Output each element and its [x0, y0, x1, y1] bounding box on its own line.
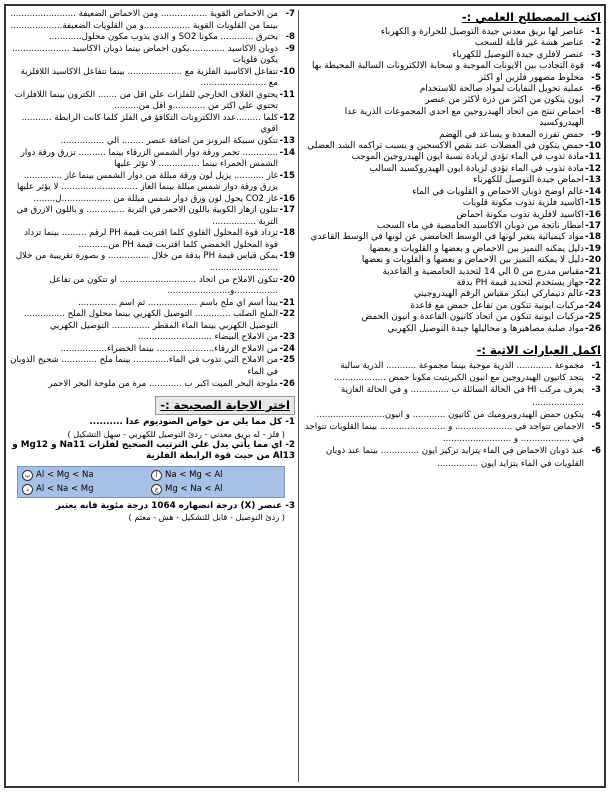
complete-item [9, 332, 295, 344]
item-number: 1- [591, 360, 601, 371]
item-number: 25- [584, 312, 601, 323]
item-text: دليل يمكنه التميز بين الاحماض و بعضها و القلويات و بعضها [369, 243, 584, 254]
item-text: من الاملاح التي تذوب في الماء............. بينما ملح ............. شحيح الذوبان في الماء [10, 355, 278, 377]
item-number: 14- [584, 186, 601, 197]
left-column [9, 9, 295, 785]
item-text: دليل لا يمكنه التميز بين الاحماض و بعضها و القلويات و بعضها [361, 255, 584, 266]
item-number: 21- [584, 266, 601, 277]
item-text: الملح الصلب ............. التوصيل الكهربي بينما محلول الملح ............... التوصيل الكهربي بينما الماء المقطر .............. التوصيل الكهربي [23, 309, 278, 331]
item-text: يتحد كاتيون الهيدروجين مع انيون الكبريتيت مكونا حمض ................... [333, 373, 584, 384]
item-number: 23- [279, 332, 295, 343]
item-text: تتفاعل الاكاسيد الفلزية مع .................... بينما تتفاعل الاكاسيد اللافلزية مع ........................ [20, 66, 278, 89]
item-number: 3- [591, 385, 601, 396]
item-text: مركبات ايونية تتكون من اتحاد كاتيون القاعدة و انيون الحمض [361, 312, 584, 323]
item-text: من الاحماض القوية ................. ومن الاحماض الضعيفة ........................ بينما من القلويات القوية .................و من القلويات الضعيفة................... [10, 9, 278, 31]
item-number: 5- [591, 421, 601, 432]
item-text: من الاملاح الزرقاء..................... بينما الخضراء................. [60, 343, 278, 354]
item-text: تتكون الاملاح من اتحاد ............................ او تتكون من تفاعل ................و....................... [49, 274, 278, 297]
item-number: 20- [279, 274, 295, 285]
item-text: يمكن قياس قيمة PH بدقة من خلال ............... و بصورة تقريبية من خلال ......................... [15, 251, 278, 274]
item-text: تتكون سبيكة البرونز من اضافة عنصر ........ الي ................ [60, 136, 278, 147]
item-number: 1- [591, 27, 601, 37]
term-item [299, 175, 601, 186]
item-text: عالم اوضح ذوبان الاحماض و القلويات في الماء [412, 186, 584, 197]
item-text: مقياس مدرج من 0 الي 14 لتحديد الحامضية و القاعدية [382, 266, 584, 277]
item-number: 2- [591, 38, 601, 49]
item-number: 12- [584, 163, 601, 174]
complete-item [9, 44, 295, 67]
section1-list [299, 27, 601, 335]
complete-item [9, 9, 295, 32]
item-text: كلما .........عدد الالكترونات التكافؤ في الفلز كلما كانت الرابطة ........... اقوي [21, 112, 278, 135]
item-number: 22- [584, 277, 601, 288]
term-item [299, 187, 601, 198]
mcq-question-2: 2- اي مما يأتي يدل علي الترتيب الصحيح لفلزات Na11 و Mg12 و Al13 من حيث قوة الرابطة الفلزية [12, 439, 295, 462]
complete-item [9, 344, 295, 356]
complete-item [9, 275, 295, 298]
item-number: 19- [279, 251, 295, 262]
item-number: 17- [279, 205, 295, 216]
item-number: 24- [584, 300, 601, 311]
complete-item [9, 355, 295, 378]
complete-item [9, 194, 295, 206]
complete-item [9, 67, 295, 90]
item-text: يتكون حمض الهيدروبروميك من كاتيون ............ و انيون......................... [316, 409, 584, 420]
complete-item [9, 148, 295, 171]
item-number: 12- [279, 112, 295, 123]
item-text: مخلوط مصهور فلزين او اكثر [478, 72, 584, 83]
complete-item [299, 384, 601, 408]
term-item [299, 267, 601, 278]
item-text: ............. تحمر ورقة دوار الشمس الزرقاء بينما .......... تزرق ورقة دوار الشمس الحمراء بينما ............... لا تؤثر عليها [20, 147, 278, 170]
item-text: ايون يتكون من اكثر من ذرة لاكثر من عنصر [425, 95, 584, 106]
complete-item [299, 372, 601, 384]
complete-item [9, 113, 295, 136]
item-number: 4- [591, 409, 601, 420]
item-number: 16- [279, 193, 295, 204]
item-text: اكاسيد فلزية تذوب مكونة قلويات [462, 198, 584, 209]
option-circle-icon: د [22, 484, 33, 495]
item-text: حمض يتكون في العضلات عند نقص الاكسجين و يسبب تراكمه الشد العضلي [307, 141, 584, 152]
item-text: اكاسيد لافلزية تذوب مكونة احماض [456, 209, 584, 220]
term-item [299, 164, 601, 175]
item-text: عالم دنيماركي ابتكر مقياس الرقم الهيدروجيني [413, 289, 584, 300]
complete-item [299, 409, 601, 421]
term-item [299, 255, 601, 266]
item-number: 10- [584, 141, 601, 152]
item-number: 8- [285, 32, 295, 43]
item-number: 15- [584, 198, 601, 209]
item-number: 13- [584, 175, 601, 186]
term-item [299, 152, 601, 163]
item-text: عناصر لها بريق معدني جيدة التوصيل للحرارة و الكهرباء [380, 27, 584, 37]
term-item [299, 50, 601, 61]
answer-option[interactable]: د Al < Na < Mg [22, 482, 151, 496]
item-text: ملوحة البحر الميت اكبر ب ............ مرة من ملوحة البحر الاحمر [48, 378, 278, 389]
item-text: يعرف مركب HI في الحالة السائلة ب .............. و في الحالة الغازية ................... [341, 385, 584, 408]
term-item [299, 232, 601, 243]
term-item [299, 84, 601, 95]
term-item [299, 301, 601, 312]
term-item [299, 27, 601, 38]
item-number: 11- [584, 152, 601, 163]
item-text: عملية تحويل النفايات لمواد صالحة للاستخدام [419, 84, 584, 95]
answer-option[interactable]: ج Mg < Na < Al [151, 482, 280, 496]
complete-item [9, 309, 295, 332]
complete-item [299, 360, 601, 372]
item-number: 20- [584, 255, 601, 266]
item-text: عنصر لافلزي جيدة التوصيل للكهرباء [452, 49, 584, 60]
term-item [299, 130, 601, 141]
item-text: يحترق ............ مكونا SO2 و الذي يذوب مكون محلول............ [48, 32, 278, 43]
item-number: 6- [591, 84, 601, 95]
option-circle-icon: أ [151, 470, 162, 481]
option-circle-icon: ج [151, 484, 162, 495]
worksheet-page [4, 4, 606, 788]
section2-title: اكمل العبارات الاتية :- [476, 342, 601, 357]
item-text: الاحماض تتواجد في ..................... و ........................ بينما القلويات تتواجد في .................. و ......................... [305, 421, 584, 445]
item-text: احماض تنتج من اتحاد الهيدروجين مع احدي المجموعات الذرية عدا الهيدروكسيد [344, 106, 584, 129]
term-item [299, 244, 601, 255]
item-number: 5- [591, 72, 601, 83]
item-text: عند ذوبان الاحماض في الماء يتزايد تركيز ايون .............. بينما عند ذوبان القلويات في الماء يتزايد ايون ............... [325, 446, 584, 469]
mcq-title: اختر الاجابة الصحيحة :- [155, 396, 295, 415]
term-item [299, 210, 601, 221]
item-text: مادة تذوب في الماء تؤدي لزيادة نسبة ايون الهيدروجين الموجب [351, 152, 584, 163]
term-item [299, 324, 601, 335]
item-number: 26- [584, 323, 601, 334]
complete-item [299, 421, 601, 445]
item-text: قوة التجاذب بين الايونات الموجبة و سحابة الالكترونات السالبة المحيطة بها [312, 61, 584, 72]
item-number: 26- [279, 378, 295, 389]
term-item [299, 38, 601, 49]
complete-item [9, 171, 295, 194]
item-text: مواد صلبة مصاهيرها و محاليلها جيدة التوصيل الكهربي [387, 323, 584, 334]
complete-item [299, 445, 601, 469]
fill-blank-continued-list [9, 9, 295, 390]
item-number: 21- [279, 297, 295, 308]
item-text: يبدأ اسم اي ملح باسم .................. ثم اسم .............. [78, 297, 278, 308]
item-number: 17- [584, 220, 601, 231]
item-text: احماض جيدة التوصيل للكهرباء [473, 175, 584, 186]
item-number: 2- [591, 373, 601, 384]
item-number: 9- [285, 43, 295, 54]
item-text: غاز CO2 يحول لون ورق دوار شمس مبللة من ..................ل........ [33, 193, 278, 204]
term-item [299, 312, 601, 323]
item-number: 19- [584, 243, 601, 254]
item-number: 23- [584, 289, 601, 300]
complete-item [9, 90, 295, 113]
item-text: حمض تفرزه المعدة و يساعد في الهضم [439, 129, 584, 140]
item-number: 15- [279, 170, 295, 181]
item-text: مجموعة ............. الذرية موجبة بينما مجموعة ........... الذرية سالبة [340, 360, 584, 371]
item-number: 3- [591, 49, 601, 60]
mcq-question-1: 1- كل مما يلي من خواص الصوديوم عدا .......... [89, 417, 295, 428]
term-item [299, 107, 601, 130]
item-number: 18- [584, 232, 601, 243]
term-item [299, 141, 601, 152]
term-item [299, 289, 601, 300]
item-text: تتلون ازهار الكوبية باللون الاحمر في التربة .............. و باللون الازرق في التربة ................ [16, 205, 278, 227]
item-number: 16- [584, 209, 601, 220]
item-text: من الاملاح البيضاء ........................... [138, 332, 278, 343]
item-number: 22- [279, 309, 295, 320]
item-text: ذوبان الاكاسيد .............يكون احماض بينما ذوبان الاكاسيد ..................... يكون قلويات [12, 43, 278, 66]
item-number: 4- [591, 61, 601, 72]
complete-item [9, 251, 295, 274]
item-number: 6- [591, 446, 601, 457]
item-number: 9- [591, 129, 601, 140]
term-item [299, 221, 601, 232]
answer-option[interactable]: أ Na < Mg < Al [151, 468, 280, 482]
item-number: 8- [591, 106, 601, 117]
term-item [299, 198, 601, 209]
item-number: 25- [279, 355, 295, 366]
item-text: عناصر هشة غير قابلة للسحب [474, 38, 584, 49]
item-number: 10- [279, 66, 295, 77]
complete-item [9, 298, 295, 310]
complete-item [9, 379, 295, 391]
answer-option[interactable]: ب Al < Mg < Na [22, 468, 151, 482]
right-column [299, 9, 601, 785]
complete-item [9, 32, 295, 44]
item-text: مادة تذوب في الماء تؤدي لزيادة ايون الهيدروكسيد السالب [369, 163, 584, 174]
mcq-question-3: 3- عنصر (X) درجة انصهاره 1064 درجة مئوية فانه يعتبر [55, 500, 295, 511]
option-circle-icon: ب [22, 470, 33, 481]
item-number: 7- [285, 9, 295, 19]
item-text: جهاز يستخدم لتحديد قيمة PH بدقة [456, 277, 584, 288]
item-number: 7- [591, 95, 601, 106]
item-number: 24- [279, 343, 295, 354]
item-number: 18- [279, 228, 295, 239]
item-text: مواد كيميائية يتغير لونها في الوسط الحامضي عن لونها في الوسط القاعدي [310, 232, 584, 243]
term-item [299, 95, 601, 106]
complete-item [9, 205, 295, 228]
item-text: تزداد قوة المحلول القلوي كلما اقتربت قيمة PH لرقم ......... بينما تزداد قوة المحلول الحمضي كلما اقتربت قيمة PH من........... [24, 228, 278, 250]
complete-item [9, 228, 295, 251]
item-text: مركبات ايونية تتكون من تفاعل حمض مع قاعدة [410, 300, 584, 311]
item-text: امطار ناتجة من ذوبان الاكاسيد الحامضية في ماء السحب [376, 220, 584, 231]
mcq-options-3: ( ردئ التوصيل - قابل للتشكيل - هش - معتم ) [128, 512, 285, 523]
item-number: 11- [279, 89, 295, 100]
complete-item [9, 136, 295, 148]
section2-list [299, 360, 601, 470]
item-number: 13- [279, 136, 295, 147]
item-number: 14- [279, 147, 295, 158]
item-text: غاز ........... يزيل لون ورقة مبللة من دوار الشمس بينما غاز .............. يزرق ورقة دوار شمس مبللة بينما الغاز ............................ لا يؤثر عليها [16, 170, 278, 193]
term-item [299, 278, 601, 289]
term-item [299, 61, 601, 72]
section1-title: اكتب المصطلح العلمي :- [461, 10, 601, 24]
mcq-answer-grid [17, 466, 285, 498]
mcq-options-1: ( فلز - له بريق معدني - ردئ التوصيل للكهربي - سهل التشكيل ) [67, 428, 285, 439]
term-item [299, 73, 601, 84]
item-text: يحتوي الغلاف الخارجي للفلزات علي اقل من ....... الكترون بينما اللافلزات تحتوي علي اكثر من ............و اقل من......... [14, 89, 278, 112]
mcq-section [9, 394, 295, 523]
